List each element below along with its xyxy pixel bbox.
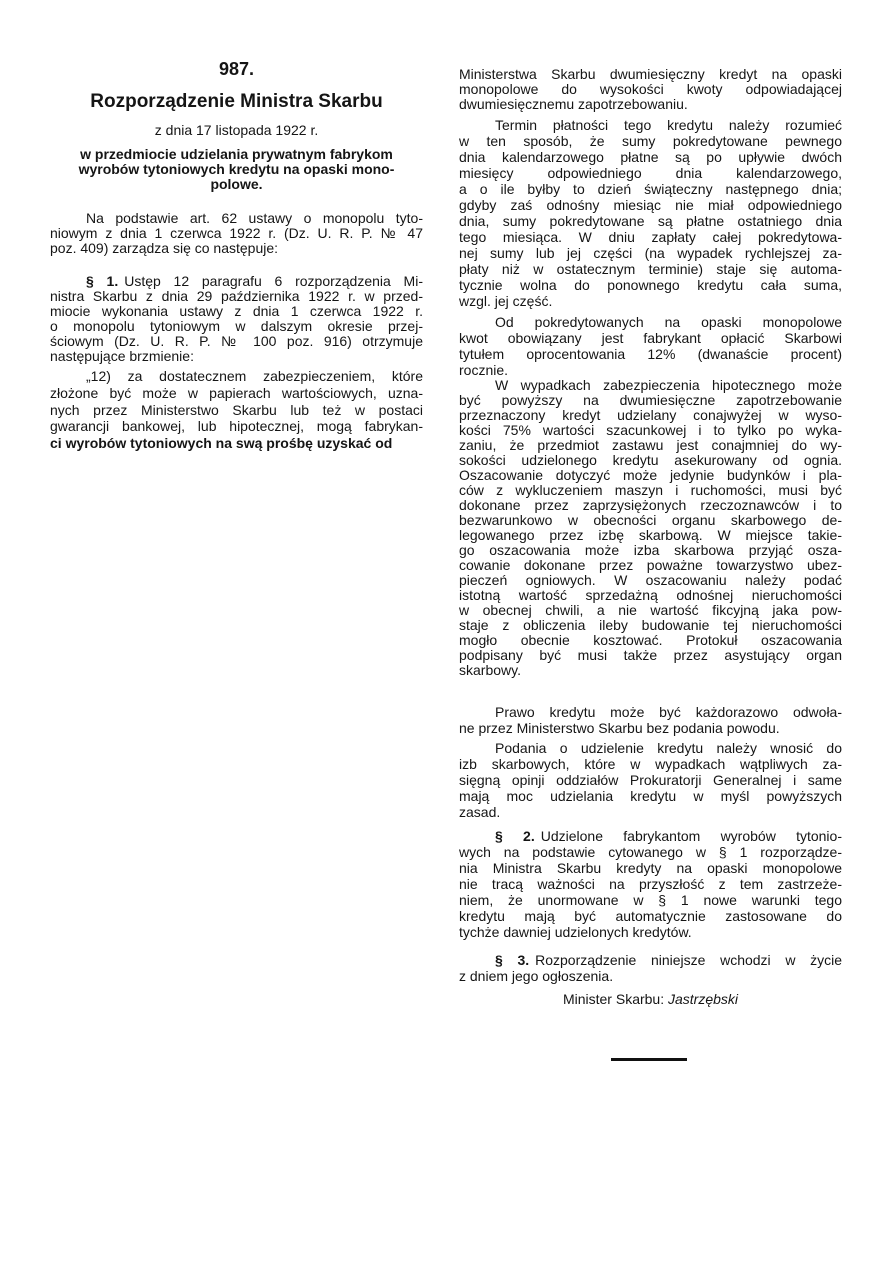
text-line: Od pokredytowanych na opaski monopolowe: [495, 314, 842, 330]
text-line: staje z obliczenia ileby budowanie tej nieruchomości: [459, 617, 842, 633]
line-text: Rozporządzenie niniejsze wchodzi w życie: [535, 952, 842, 968]
text-line: [459, 828, 842, 844]
text-line: przeznaczony kredyt udzielany conajwyżej w wyso-: [459, 407, 842, 423]
text-line: być powyższy na dwumiesięczne zapotrzebowanie: [459, 392, 842, 408]
signature-title: Minister Skarbu:: [562, 991, 665, 1007]
text-line: nej sumy lub jej części (na wypadek rychlejszej za-: [459, 245, 842, 261]
text-line: nistra Skarbu z dnia 29 października 1922 r. w przed-: [50, 288, 423, 304]
paragraph: [459, 314, 842, 378]
text-line: Ministerstwa Skarbu dwumiesięczny kredyt na opaski: [459, 66, 842, 82]
text-line: miesięcy odpowiedniego dnia kalendarzowego,: [459, 165, 842, 181]
text-line: dokonane przez zaprzysiężonych rzeczoznawców i to: [459, 497, 842, 513]
text-line: ściowym (Dz. U. R. P. № 100 poz. 916) otrzymuje: [50, 333, 423, 349]
act-date: z dnia 17 listopada 1922 r.: [154, 122, 319, 138]
text-line: o monopolu tytoniowym w dalszym okresie przej-: [50, 318, 423, 334]
text-line: Na podstawie art. 62 ustawy o monopolu tyto-: [86, 210, 423, 226]
text-line: Podania o udzielenie kredytu należy wnosić do: [495, 740, 842, 756]
text-line: cowanie dokonane przez poważne towarzystwo ubez-: [459, 557, 842, 573]
text-line: w ten sposób, że sumy pokredytowane pewnego: [459, 133, 842, 149]
paragraph: [459, 740, 842, 820]
paragraph: [459, 704, 842, 736]
section-2-paragraph: [459, 828, 842, 940]
text-line: izb skarbowych, które w wypadkach wątpliwych za-: [459, 756, 842, 772]
paragraph: [459, 67, 842, 112]
text-line: następujące brzmienie:: [50, 348, 194, 364]
act-number: 987.: [218, 59, 255, 79]
text-line: nia Ministra Skarbu kredyty na opaski monopolowe: [459, 860, 842, 876]
text-line: nie tracą ważności na przyszłość z tem zastrzeże-: [459, 876, 842, 892]
text-line: bezwarunkowo w obecności organu skarbowego de-: [459, 512, 842, 528]
text-line: Termin płatności tego kredytu należy rozumieć: [495, 117, 842, 133]
text-line: istotną wartość sprzedażną odnośnej nieruchomości: [459, 587, 842, 603]
text-line: [50, 274, 423, 289]
text-line: dnia kalendarzowego płatne są po upływie dwóch: [459, 149, 842, 165]
text-line: wych na podstawie cytowanego w § 1 rozporządze-: [459, 844, 842, 860]
text-line: zaniu, że przedmiot zastawu jest conajmniej do wy-: [459, 437, 842, 453]
text-line: tychże dawniej udzielonych kredytów.: [459, 924, 692, 940]
text-line: [459, 952, 842, 968]
text-line: legowanego przez izbę skarbową. W miejsce takie-: [459, 527, 842, 543]
quoted-clause-paragraph: [50, 368, 423, 452]
text-line: złożone być może w papierach wartościowych, uzna-: [50, 384, 423, 401]
text-line: monopolowe do wysokości kwoty odpowiadającej: [459, 81, 842, 97]
text-line: tytułem oprocentowania 12% (dwanaście procent): [459, 346, 842, 362]
paragraph: [459, 117, 842, 309]
text-line: z dniem jego ogłoszenia.: [459, 968, 614, 984]
section-label: § 1.: [86, 273, 119, 289]
text-line: skarbowy.: [459, 662, 521, 678]
text-line: płaty niż w ostatecznym terminie) staje się automa-: [459, 261, 842, 277]
section-1-paragraph: [50, 274, 423, 364]
line-text: Ustęp 12 paragrafu 6 rozporządzenia Mi-: [124, 273, 423, 289]
text-line: Prawo kredytu może być każdorazowo odwoła-: [495, 704, 842, 720]
text-line: wzgl. jej część.: [459, 293, 553, 309]
paragraph: [459, 378, 842, 678]
text-line: polowe.: [210, 176, 263, 192]
signature: [459, 991, 842, 1007]
act-subject: [50, 147, 423, 192]
section-3-paragraph: [459, 952, 842, 984]
text-line: dwumiesięcznemu zapotrzebowaniu.: [459, 96, 688, 112]
preamble-paragraph: [50, 211, 423, 256]
act-title: Rozporządzenie Ministra Skarbu: [90, 91, 383, 112]
end-rule-divider: [611, 1058, 687, 1061]
text-line: niem, że unormowane w § 1 nowe warunki tego: [459, 892, 842, 908]
line-text: Udzielone fabrykantom wyrobów tytonio-: [540, 828, 842, 844]
section-label: § 3.: [495, 952, 530, 968]
section-label: § 2.: [495, 828, 535, 844]
signature-name: Jastrzębski: [668, 991, 739, 1007]
text-line: rocznie.: [459, 362, 509, 378]
text-line: ców z wykluczeniem maszyn i ruchomości, musi być: [459, 482, 842, 498]
text-line: kości 75% wartości szacunkowej i to tylko po wyka-: [459, 422, 842, 438]
text-line: gwarancji bankowej, lub hipotecznej, mogą fabrykan-: [50, 418, 423, 435]
text-line: ci wyrobów tytoniowych na swą prośbę uzyskać od: [50, 435, 393, 452]
text-line: Oszacowanie dotyczyć może jedynie budynków i pla-: [459, 467, 842, 483]
text-line: w przedmiocie udzielania prywatnym fabrykom: [80, 146, 393, 162]
text-line: wyrobów tytoniowych kredytu na opaski mono-: [78, 161, 395, 177]
text-line: sięgną opinji oddziałów Prokuratorji Generalnej i same: [459, 772, 842, 788]
text-line: pieczeń ogniowych. W oszacowaniu należy podać: [459, 572, 842, 588]
text-line: a o ile byłby to dzień świąteczny następnego dnia;: [459, 181, 842, 197]
text-line: „12) za dostatecznem zabezpieczeniem, które: [86, 368, 423, 384]
text-line: mają moc udzielania kredytu w myśl powyższych: [459, 788, 842, 804]
text-line: zasad.: [459, 804, 501, 820]
text-line: mogło obecnie kosztować. Protokuł oszacowania: [459, 632, 842, 648]
text-line: miocie wykonania ustawy z dnia 1 czerwca 1922 r.: [50, 303, 423, 319]
text-line: w obecnej chwili, a nie wartość fikcyjną jaka pow-: [459, 602, 842, 618]
text-line: tego miesiąca. W dniu zapłaty całej pokredytowa-: [459, 229, 842, 245]
text-line: W wypadkach zabezpieczenia hipotecznego może: [495, 377, 842, 393]
text-line: nych przez Ministerstwo Skarbu lub też w postaci: [50, 401, 423, 418]
text-line: podpisany być musi także przez asystujący organ: [459, 647, 842, 663]
text-line: kredytu mają być automatycznie zastosowane do: [459, 908, 842, 924]
text-line: gdyby zaś odnośny miesiąc nie miał odpowiedniego: [459, 197, 842, 213]
text-line: dnia, sumy pokredytowane są płatne ostatniego dnia: [459, 213, 842, 229]
text-line: kwot obowiązany jest fabrykant opłacić Skarbowi: [459, 330, 842, 346]
text-line: tycznie wolna do ponownego kredytu cała suma,: [459, 277, 842, 293]
text-line: ne przez Ministerstwo Skarbu bez podania powodu.: [459, 720, 780, 736]
text-line: poz. 409) zarządza się co następuje:: [50, 240, 279, 256]
text-line: niowym z dnia 1 czerwca 1922 r. (Dz. U. R. P. № 47: [50, 225, 423, 241]
text-line: sokości udzielonego kredytu asekurowany od ognia.: [459, 452, 842, 468]
text-line: go oszacowania może izba skarbowa przyjąć osza-: [459, 542, 842, 558]
